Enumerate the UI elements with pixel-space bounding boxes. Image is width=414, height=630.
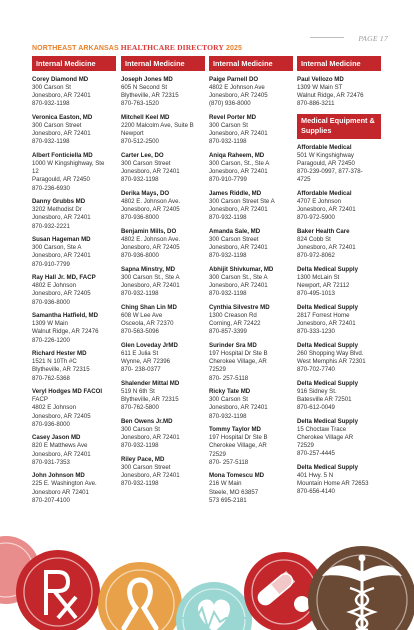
entry-line: West Memphis AR 72301	[297, 358, 366, 366]
directory-entry	[297, 464, 381, 497]
entry-line: 870-763-1520	[121, 100, 159, 108]
entry-line: Jonesboro, AR 72401	[209, 282, 268, 290]
directory-entry	[121, 152, 205, 185]
entry-name: Mona Tomescu MD	[209, 472, 265, 480]
directory-entry	[121, 380, 205, 413]
entry-name: Richard Hester MD	[32, 350, 87, 358]
directory-entry	[209, 190, 293, 223]
entry-name: Amanda Sale, MD	[209, 227, 261, 235]
entry-line: Wynne, AR 72396	[121, 358, 171, 366]
entry-line: 4802 E Johnson	[32, 404, 77, 412]
section-heading: Internal Medicine	[32, 56, 116, 71]
entry-line: 1000 W Kingshighway, Ste	[32, 160, 105, 168]
directory-entry	[297, 144, 381, 185]
entry-name: Joseph Jones MD	[121, 75, 173, 83]
directory-column-3	[209, 56, 293, 510]
entry-line: 12	[32, 168, 39, 176]
entry-line: 870-936-8000	[121, 252, 159, 260]
pink-circle-icon	[0, 536, 40, 604]
directory-entry	[297, 342, 381, 375]
entry-line: 300 Carson St	[209, 396, 248, 404]
entry-name: James Riddle, MD	[209, 189, 262, 197]
entry-line: 824 Cobb St	[297, 235, 331, 243]
entry-name: Veryl Hodges MD FACOI	[32, 388, 103, 396]
directory-entry	[121, 114, 205, 147]
header-region: NORTHEAST ARKANSAS	[32, 45, 121, 52]
entry-name: Shalender Mittal MD	[121, 379, 180, 387]
entry-line: Jonesboro, AR 72401	[297, 320, 356, 328]
entry-name: Casey Jason MD	[32, 434, 81, 442]
entry-line: Jonesboro, AR 72401	[121, 168, 180, 176]
entry-line: 870-333-1230	[297, 328, 335, 336]
entry-line: Jonesboro, AR 72401	[32, 130, 91, 138]
entry-line: 15 Choctaw Trace	[297, 425, 347, 433]
entry-name: Glen Loveday JrMD	[121, 341, 178, 349]
entry-line: 4802 E. Johnson Ave.	[121, 236, 181, 244]
entry-name: Cynthia Silvestre MD	[209, 303, 270, 311]
directory-entry	[297, 304, 381, 337]
entry-line: 870-512-2500	[121, 138, 159, 146]
entry-line: Newport	[121, 130, 144, 138]
awareness-ribbon-icon	[98, 562, 182, 630]
entry-line: Jonesboro, AR 72401	[209, 168, 268, 176]
pills-icon	[244, 552, 324, 630]
entry-line: 300 Carson, St., Ste A	[209, 160, 270, 168]
entry-line: 870-612-0049	[297, 404, 335, 412]
entry-line: Jonesboro, AR 72401	[32, 92, 91, 100]
entry-line: 300 Carson St	[209, 122, 248, 130]
entry-line: 300 Carson Street	[121, 160, 171, 168]
entry-line: 1309 W Main ST	[297, 84, 343, 91]
entry-line: Walnut Ridge, AR 72476	[32, 328, 99, 336]
directory-column-1	[32, 56, 116, 510]
entry-line: 870-936-8000	[32, 298, 70, 306]
entry-line: 870-932-1198	[209, 252, 247, 260]
directory-entry	[209, 342, 293, 383]
directory-entry	[297, 76, 381, 109]
directory-entry	[209, 426, 293, 467]
entry-line: 573 695-2181	[209, 496, 247, 504]
entry-name: Tommy Taylor MD	[209, 426, 261, 434]
directory-entry	[32, 274, 116, 307]
entry-name: Samantha Hatfield, MD	[32, 312, 99, 320]
entry-name: Danny Grubbs MD	[32, 198, 86, 206]
entry-line: 1300 McLain St	[297, 273, 340, 281]
entry-line: Jonesboro, AR 72405	[121, 206, 180, 214]
page-number-rule	[310, 37, 344, 38]
entry-name: Abhijit Shivkumar, MD	[209, 265, 274, 273]
entry-line: Jonesboro, AR 72401	[32, 252, 91, 260]
section-heading: Internal Medicine	[121, 56, 205, 71]
directory-entry	[32, 434, 116, 467]
entry-line: 4725	[297, 176, 311, 184]
entry-name: Aniqa Raheem, MD	[209, 151, 265, 159]
entry-line: 2817 Forrest Home	[297, 311, 350, 319]
section-heading: Internal Medicine	[209, 56, 293, 71]
directory-entry	[32, 472, 116, 505]
entry-name: Paige Parnell DO	[209, 75, 259, 83]
entry-line: Jonesboro, AR 72401	[297, 244, 356, 252]
header-year: 2025	[223, 45, 243, 52]
directory-column-4	[297, 56, 381, 502]
entry-line: Walnut Ridge, AR 72476	[297, 92, 364, 100]
entry-line: 519 N 6th St	[121, 388, 155, 396]
entry-name: Delta Medical Supply	[297, 379, 358, 387]
entry-line: Blytheville, AR 72315	[121, 92, 179, 100]
entry-line: Paragould, AR 72450	[297, 159, 355, 167]
entry-line: 870-932-1198	[209, 290, 247, 298]
entry-line: (870) 936-8000	[209, 100, 251, 108]
entry-line: 870-932-1198	[32, 100, 70, 108]
entry-line: Batesville AR 72501	[297, 396, 352, 404]
heartbeat-icon	[176, 582, 252, 630]
page-number: PAGE 17	[358, 34, 388, 43]
entry-name: Paul Vellozo MD	[297, 75, 344, 83]
entry-line: Jonesboro, AR 72401	[297, 206, 356, 214]
entry-line: 611 E Julia St	[121, 350, 159, 358]
entry-line: Jonesboro, AR 72401	[209, 244, 268, 252]
entry-line: 72529	[209, 366, 226, 374]
entry-name: Mitchell Keel MD	[121, 113, 170, 121]
entry-name: Delta Medical Supply	[297, 417, 358, 425]
entry-line: 2200 Malcolm Ave, Suite B	[121, 122, 194, 130]
directory-entry	[121, 418, 205, 451]
entry-name: John Johnson MD	[32, 472, 85, 480]
entry-name: Delta Medical Supply	[297, 463, 358, 471]
entry-line: 870- 257-5118	[209, 374, 249, 382]
entry-name: Ricky Tate MD	[209, 388, 251, 396]
directory-entry	[32, 114, 116, 147]
entry-line: 870-932-2221	[32, 222, 70, 230]
entry-line: Newport, AR 72112	[297, 282, 350, 290]
header-title: HEALTHCARE DIRECTORY	[120, 43, 224, 52]
entry-line: 870-207-4100	[32, 496, 70, 504]
entry-name: Benjamin Mills, DO	[121, 227, 177, 235]
directory-entry	[297, 266, 381, 299]
directory-entry	[121, 342, 205, 375]
directory-entry	[297, 418, 381, 459]
entry-line: Jonesboro, AR 72401	[121, 282, 180, 290]
entry-line: Jonesboro, AR 72405	[121, 244, 180, 252]
entry-line: 870-932-1198	[32, 138, 70, 146]
entry-line: 870-239-0997, 877-378-	[297, 168, 363, 176]
entry-line: 870-495-1013	[297, 290, 335, 298]
entry-line: 608 W Lee Ave	[121, 312, 163, 320]
entry-line: 225 E. Washington Ave.	[32, 480, 97, 488]
directory-entry	[209, 114, 293, 147]
directory-entry	[209, 228, 293, 261]
entry-line: 72529	[297, 442, 314, 450]
directory-entry	[32, 388, 116, 429]
entry-line: 870-932-1198	[121, 480, 159, 488]
entry-name: Ray Hall Jr. MD, FACP	[32, 274, 96, 282]
entry-name: Sapna Minstry, MD	[121, 265, 176, 273]
entry-line: 300 Carson St., Ste A	[121, 274, 180, 282]
entry-line: 870-226-1200	[32, 336, 70, 344]
entry-line: 300 Carson St	[32, 84, 71, 91]
entry-line: 197 Hospital Dr Ste B	[209, 350, 268, 358]
entry-line: 870-857-3399	[209, 328, 247, 336]
entry-line: Osceola, AR 72370	[121, 320, 174, 328]
entry-name: Albert Fonticiella MD	[32, 151, 93, 159]
entry-line: 870-932-1198	[209, 412, 247, 420]
entry-line: 300 Carson St	[121, 426, 160, 434]
entry-line: 4802 E Johnson Ave	[209, 84, 265, 91]
entry-name: Carter Lee, DO	[121, 151, 164, 159]
entry-line: 870-932-1198	[209, 214, 247, 222]
entry-line: 216 W Main	[209, 480, 242, 488]
entry-line: 870- 238-0377	[121, 366, 161, 374]
entry-line: Jonesboro, AR 72401	[209, 130, 268, 138]
entry-line: 870-656-4140	[297, 488, 335, 496]
entry-line: 870-910-7799	[209, 176, 247, 184]
entry-line: 870-762-5800	[121, 404, 159, 412]
entry-line: Jonesboro, AR 72405	[32, 412, 91, 420]
entry-line: FACP	[32, 396, 48, 404]
entry-line: 401 Hwy. 5 N	[297, 472, 334, 480]
entry-line: 916 Sidney St.	[297, 387, 337, 395]
entry-line: Steele, MO 63857	[209, 488, 259, 496]
directory-entry	[209, 152, 293, 185]
entry-line: 1300 Creason Rd	[209, 312, 257, 320]
entry-name: Corey Diamond MD	[32, 75, 89, 83]
directory-entry	[209, 388, 293, 421]
entry-name: Derika Mays, DO	[121, 189, 170, 197]
directory-entry	[121, 76, 205, 109]
entry-name: Baker Health Care	[297, 227, 350, 235]
entry-name: Ben Owens Jr.MD	[121, 417, 173, 425]
entry-line: 72529	[209, 450, 226, 458]
directory-entry	[209, 266, 293, 299]
entry-line: 1309 W Main	[32, 320, 68, 328]
entry-name: Delta Medical Supply	[297, 265, 358, 273]
directory-entry	[209, 472, 293, 505]
entry-line: 300 Carson Street Ste A	[209, 198, 275, 206]
directory-entry	[32, 312, 116, 345]
entry-line: Jonesboro, AR 72401	[121, 434, 180, 442]
directory-entry	[297, 380, 381, 413]
directory-entry	[32, 236, 116, 269]
entry-line: Jonesboro, AR 72401	[32, 214, 91, 222]
entry-line: 260 Shopping Way Blvd.	[297, 349, 364, 357]
entry-line: 870-702-7740	[297, 366, 335, 374]
entry-name: Susan Hageman MD	[32, 236, 91, 244]
entry-line: Jonesboro, AR 72401	[121, 472, 180, 480]
directory-entry	[209, 304, 293, 337]
entry-line: Jonesboro AR 72401	[32, 488, 89, 496]
entry-name: Surinder Sra MD	[209, 341, 257, 349]
entry-line: 870-972-8062	[297, 252, 335, 260]
entry-line: Blytheville, AR 72315	[121, 396, 179, 404]
entry-line: 870-932-1198	[121, 176, 159, 184]
medical-cross-icon	[16, 550, 100, 630]
entry-line: 870-936-8000	[121, 214, 159, 222]
section-heading: Medical Equipment & Supplies	[297, 114, 381, 139]
entry-line: 300 Carson Street	[32, 122, 82, 130]
entry-line: 1521 N 10Th #C	[32, 358, 77, 366]
entry-name: Delta Medical Supply	[297, 341, 358, 349]
entry-line: Mountain Home AR 72653	[297, 480, 369, 488]
entry-line: Jonesboro, AR 72401	[209, 206, 268, 214]
entry-name: Veronica Easton, MD	[32, 113, 93, 121]
entry-line: 870-936-8000	[32, 420, 70, 428]
directory-entry	[32, 76, 116, 109]
entry-line: Corning, AR 72422	[209, 320, 261, 328]
caduceus-icon	[308, 546, 414, 630]
entry-line: Paragould, AR 72450	[32, 176, 90, 184]
entry-name: Revel Porter MD	[209, 113, 257, 121]
entry-name: Ching Shan Lin MD	[121, 303, 177, 311]
entry-line: Jonesboro, AR 72405	[209, 92, 268, 100]
directory-entry	[32, 198, 116, 231]
directory-entry	[121, 266, 205, 299]
entry-line: 197 Hospital Dr Ste B	[209, 434, 268, 442]
entry-line: 870-932-1198	[121, 442, 159, 450]
entry-line: 4707 E Johnson	[297, 197, 342, 205]
entry-name: Delta Medical Supply	[297, 303, 358, 311]
directory-entry	[209, 76, 293, 109]
entry-line: Jonesboro, AR 72401	[209, 404, 268, 412]
entry-line: 605 N Second St	[121, 84, 168, 91]
entry-line: 870-563-5096	[121, 328, 159, 336]
entry-line: Cherokee Village AR	[297, 434, 354, 442]
directory-entry	[32, 350, 116, 383]
directory-header	[32, 43, 242, 52]
directory-entry	[297, 228, 381, 261]
entry-line: Blytheville, AR 72315	[32, 366, 90, 374]
entry-line: 870-972-5900	[297, 214, 335, 222]
directory-entry	[121, 228, 205, 261]
entry-line: 820 E Matthews Ave	[32, 442, 88, 450]
directory-column-2	[121, 56, 205, 494]
entry-line: 870-236-6930	[32, 184, 70, 192]
entry-line: 870-886-3211	[297, 100, 335, 108]
directory-entry	[121, 456, 205, 489]
entry-line: 300 Carson Street	[209, 236, 259, 244]
entry-line: 870-910-7799	[32, 260, 70, 268]
entry-line: 300 Carson, Ste A	[32, 244, 82, 252]
entry-line: 501 W Kingshighway	[297, 151, 354, 159]
entry-line: Cherokee Village, AR	[209, 358, 267, 366]
entry-line: Cherokee Village, AR	[209, 442, 267, 450]
entry-line: 4802 E. Johnson Ave.	[121, 198, 181, 206]
entry-line: 870-932-1198	[209, 138, 247, 146]
entry-line: 300 Carson St., Ste A	[209, 274, 268, 282]
entry-line: 870-257-4445	[297, 450, 335, 458]
entry-line: 870-932-1198	[121, 290, 159, 298]
entry-line: 870- 257-5118	[209, 458, 249, 466]
entry-name: Riley Pace, MD	[121, 456, 165, 463]
entry-name: Affordable Medical	[297, 189, 352, 197]
entry-line: 4802 E Johnson	[32, 282, 77, 290]
entry-line: Jonesboro, AR 72405	[32, 290, 91, 298]
entry-name: Affordable Medical	[297, 143, 352, 151]
directory-entry	[121, 304, 205, 337]
entry-line: 3202 Methodist Dr	[32, 206, 82, 214]
directory-entry	[297, 190, 381, 223]
entry-line: 870-931-7353	[32, 458, 70, 466]
entry-line: 870-762-5368	[32, 374, 70, 382]
entry-line: Jonesboro, AR 72401	[32, 450, 91, 458]
directory-entry	[32, 152, 116, 193]
directory-entry	[121, 190, 205, 223]
section-heading: Internal Medicine	[297, 56, 381, 71]
entry-line: 300 Carson Street	[121, 464, 171, 472]
